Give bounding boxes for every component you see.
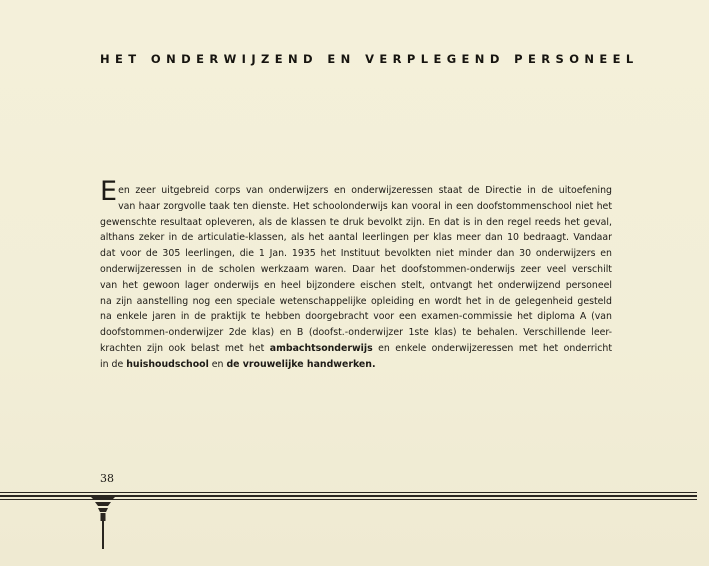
chapter-heading: HET ONDERWIJZEND EN VERPLEGEND PERSONEEL [100,52,639,66]
text-line [100,215,612,231]
text-line [100,278,612,294]
bold-term-handwerken: de vrouwelijke handwerken. [226,358,376,370]
text-line [100,262,612,278]
text-segment: in de [100,358,127,370]
body-paragraph [100,176,612,373]
footer-rule-top [0,492,697,493]
text-segment: en zeer uitgebreid corps van onderwijzers en onderwijzeressen staat de Directie in de uitoefening [118,185,612,196]
text-segment: van het gewoon lager onderwijs en heel bijzondere eischen stelt, ontvangt het onderwijzend personeel [100,279,612,291]
text-line [100,230,612,246]
text-line [100,199,612,215]
text-line [100,309,612,325]
page-number: 38 [100,472,114,485]
text-segment: gewenschte resultaat opleveren, als de klassen te druk bevolkt zijn. En dat is in den regel reeds het geval, [100,216,612,228]
text-segment: en enkele onderwijzeressen met het onderricht [372,342,612,354]
text-segment: na zijn aanstelling nog een speciale wetenschappelijke opleiding en wordt het in de gelegenheid gesteld [100,295,612,307]
text-line [100,325,612,341]
bold-term-huishoudschool: huishoudschool [126,358,209,370]
text-segment: onderwijzeressen in de scholen werkzaam waren. Daar het doofstommen-onderwijs zeer veel verschilt [100,263,612,275]
ornament-icon [88,495,118,550]
text-line [100,246,612,262]
text-segment: van haar zorgvolle taak ten dienste. Het schoolonderwijs kan vooral in een doofstommenschool niet het [118,200,612,212]
text-segment: krachten zijn ook belast met het [100,342,270,354]
text-line [100,294,612,310]
text-line [100,183,612,199]
text-segment: althans zeker in de articulatie-klassen, als het aantal leerlingen per klas meer dan 10 bedraagt. Vandaar [100,232,612,244]
text-segment: en [208,358,227,370]
text-line [100,341,612,357]
text-segment: dat voor de 305 leerlingen, die 1 Jan. 1935 het Instituut bevolkten niet minder dan 30 onderwijzers en [100,248,612,260]
drop-cap: E [100,176,118,207]
bold-term-ambachtsonderwijs: ambachtsonderwijs [269,342,373,354]
text-segment: doofstommen-onderwijzer 2de klas) en B (doofst.-onderwijzer 1ste klas) te behalen. Verschillende leer- [100,327,612,339]
text-line [100,357,612,373]
text-segment: na enkele jaren in de praktijk te hebben doorgebracht voor een examen-commissie het diploma A (van [100,311,612,323]
